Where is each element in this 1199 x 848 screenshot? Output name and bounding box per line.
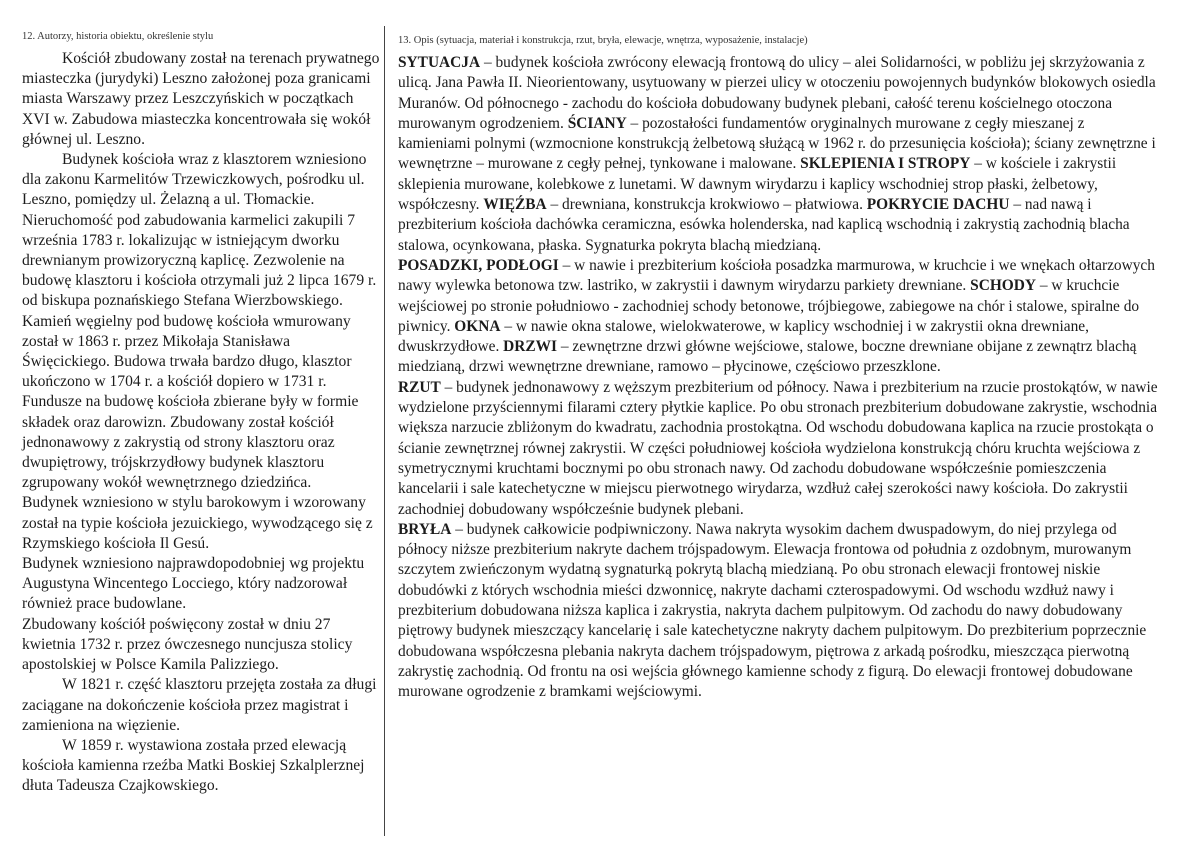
keyword-okna: OKNA	[454, 317, 501, 335]
history-paragraph: Kościół zbudowany został na terenach prywatnego miasteczka (jurydyki) Leszno założonej poza granicami miasta Warszawy przez Leszczyńskich w początkach XVI w. Zabudowa miasteczka koncentrowała się wokół głównej ul. Leszno.	[22, 50, 380, 148]
column-divider	[384, 26, 385, 836]
history-paragraph: Budynek wzniesiono w stylu barokowym i wzorowany został na typie kościoła jezuickiego, wywodzącego się z Rzymskiego kościoła Il Gesú.	[22, 494, 373, 552]
text-bryla: – budynek całkowicie podpiwniczony. Nawa nakryta wysokim dachem dwuspadowym, do niej przylega od północy niższe prezbiterium nakryte dachem trójspadowym. Elewacja frontowa od południa z ozdobnym, murowanym szczytem zwieńczonym wydatną sygnaturką pokrytą blachą miedzianą. Po obu stronach elewacji frontowej niskie dobudówki z których wschodnia mieści dzwonnicę, nakryte dachami czterospadowymi. Od wschodu wzdłuż nawy i prezbiterium dobudowana niższa kaplica i zakrystia, nakryta dachem pulpitowym. Od zachodu do nawy dobudowany piętrowy budynek mieszczący kancelarię i sale katechetyczne nakryty dachem pulpitowym. Do prezbiterium poprzecznie dobudowana współczesna plebania nakryta dachem trójspadowym, piętrowa z arkadą pośrodku, mieszcząca pierwotną zakrystię zachodnią. Od frontu na osi wejścia głównego kamienne schody z figurą. Do elewacji frontowej dobudowane murowane ogrodzenie z bramkami wejściowymi.	[398, 520, 1147, 701]
history-column	[22, 30, 380, 797]
keyword-wiezba: WIĘŹBA	[483, 196, 547, 214]
keyword-sytuacja: SYTUACJA	[398, 54, 481, 71]
keyword-pokrycie-dachu: POKRYCIE DACHU	[866, 196, 1010, 214]
history-paragraph: Budynek wzniesiono najprawdopodobniej wg projektu Augustyna Wincentego Locciego, który nadzorował również prace budowlane.	[22, 555, 365, 613]
text-rzut: – budynek jednonawowy z węższym prezbiterium od północy. Nawa i prezbiterium na rzucie prostokątów, w nawie wydzielone przyściennymi filarami cztery płytkie kaplice. Po obu stronach prezbiterium dobudowane zakrystie, wschodnia większa narzucie zbliżonym do kwadratu, zachodnia prostokątna. Od wschodu dobudowana kaplica na rzucie prostokąta o ścianie zewnętrznej równej zakrystii. W części południowej kościoła wydzielona konstrukcją chóru kruchta wejściowa z symetrycznymi kruchtami bocznymi po obu stronach nawy. Od zachodu dobudowane współcześnie pomieszczenia kancelarii i sale katechetyczne w miejscu pierwotnego wirydarza, wzdłuż całej szerokości nawy kościoła. Do zakrystii zachodniej dobudowany współcześnie budynek plebani.	[398, 378, 1158, 518]
keyword-posadzki: POSADZKI, PODŁOGI	[398, 256, 559, 274]
history-header: 12. Autorzy, historia obiektu, określenie stylu	[22, 31, 214, 42]
text-drzwi: – zewnętrzne drzwi główne wejściowe, stalowe, boczne drewniane obijane z zewnątrz blachą miedzianą, drzwi wewnętrzne drewniane, ramowo – płycinowe, częściowo przeszklone.	[398, 338, 1137, 376]
description-column	[398, 34, 1158, 703]
text-sytuacja: – budynek kościoła zwrócony elewacją frontową do ulicy – alei Solidarności, w pobliżu jej skrzyżowania z ulicą. Jana Pawła II. Nieorientowany, usytuowany w pierzei ulicy w otoczeniu powojennych budynków blokowych osiedla Muranów. Od północnego - zachodu do kościoła dobudowany budynek plebani, całość terenu kościelnego otoczona murowanym ogrodzeniem.	[398, 54, 1156, 132]
history-paragraph: W 1821 r. część klasztoru przejęta została za długi zaciągane na dokończenie kościoła przez magistrat i zamieniona na więzienie.	[22, 676, 377, 734]
text-sciany: – pozostałości fundamentów oryginalnych murowane z cegły mieszanej z kamieniami polnymi (wzmocnione konstrukcją żelbetową służącą w 1962 r. do przesunięcia kościoła); ściany zewnętrzne i wewnętrzne – murowane z cegły pełnej, tynkowane i malowane.	[398, 114, 1156, 173]
keyword-sciany: ŚCIANY	[567, 114, 627, 132]
text-schody: – w kruchcie wejściowej po stronie południowo - zachodniej schody betonowe, trójbiegowe, zabiegowe na chór i stalowe, spiralne do piwnicy.	[398, 277, 1140, 335]
text-pokrycie-dachu: – nad nawą i prezbiterium kościoła dachówka ceramiczna, esówka holenderska, nad kaplicą wschodnią i zakrystią zachodnią blacha stalowa, ocynkowana, płaska. Sygnaturka pokryta blachą miedzianą.	[398, 196, 1130, 254]
text-wiezba: – drewniana, konstrukcja krokwiowo – płatwiowa.	[546, 196, 867, 214]
description-paragraph-bryla	[398, 520, 1158, 703]
description-paragraph-materials	[398, 53, 1158, 256]
keyword-rzut: RZUT	[398, 378, 441, 396]
keyword-drzwi: DRZWI	[503, 338, 558, 356]
keyword-bryla: BRYŁA	[398, 520, 452, 538]
text-posadzki: – w nawie i prezbiterium kościoła posadzka marmurowa, w kruchcie i we wnękach ołtarzowych nawy wylewka betonowa tzw. lastriko, w zakrystii i dawnym wirydarzu parkiety drewniane.	[398, 256, 1155, 295]
history-paragraph: Budynek kościoła wraz z klasztorem wzniesiono dla zakonu Karmelitów Trzewiczkowych, pośrodku ul. Leszno, pomiędzy ul. Żelazną a ul. Tłomackie. Nieruchomość pod zabudowania karmelici zakupili 7 września 1783 r. lokalizując w istniejącym dworku drewnianym prowizoryczną kaplicę. Zezwolenie na budowę klasztoru i kościoła otrzymali już 2 lipca 1679 r. od biskupa poznańskiego Stefana Wierzbowskiego. Kamień węgielny pod budowę kościoła wmurowany został w 1863 r. przez Mikołaja Stanisława Święcickiego. Budowa trwała bardzo długo, klasztor ukończono w 1704 r. a kościół dopiero w 1731 r. Fundusze na budowę kościoła zbierane były w formie składek oraz darowizn. Zbudowany został kościół jednonawowy z zakrystią od strony klasztoru oraz dwupiętrowy, trójskrzydłowy budynek klasztoru zgrupowany wokół wewnętrznego dziedzińca.	[22, 151, 377, 492]
keyword-sklepienia: SKLEPIENIA I STROPY	[800, 155, 971, 173]
history-paragraph: W 1859 r. wystawiona została przed elewacją kościoła kamienna rzeźba Matki Boskiej Szkalplerznej dłuta Tadeusza Czajkowskiego.	[22, 736, 365, 795]
text-okna: – w nawie okna stalowe, wielokwaterowe, w kaplicy wschodniej i w zakrystii okna drewniane, dwuskrzydłowe.	[398, 317, 1089, 356]
description-body	[398, 53, 1158, 703]
description-paragraph-finishes	[398, 256, 1158, 378]
description-header: 13. Opis (sytuacja, materiał i konstrukcja, rzut, bryła, elewacje, wnętrza, wyposażenie, instalacje)	[398, 35, 808, 46]
history-body	[22, 49, 380, 797]
description-paragraph-rzut	[398, 378, 1158, 520]
text-sklepienia: – w kościele i zakrystii sklepienia murowane, kolebkowe z lunetami. W dawnym wirydarzu i kaplicy wschodniej strop płaski, żelbetowy, współczesny.	[398, 155, 1117, 214]
history-paragraph: Zbudowany kościół poświęcony został w dniu 27 kwietnia 1732 r. przez ówczesnego nuncjusza stolicy apostolskiej w Polsce Kamila Palizziego.	[22, 615, 353, 674]
keyword-schody: SCHODY	[970, 277, 1036, 295]
